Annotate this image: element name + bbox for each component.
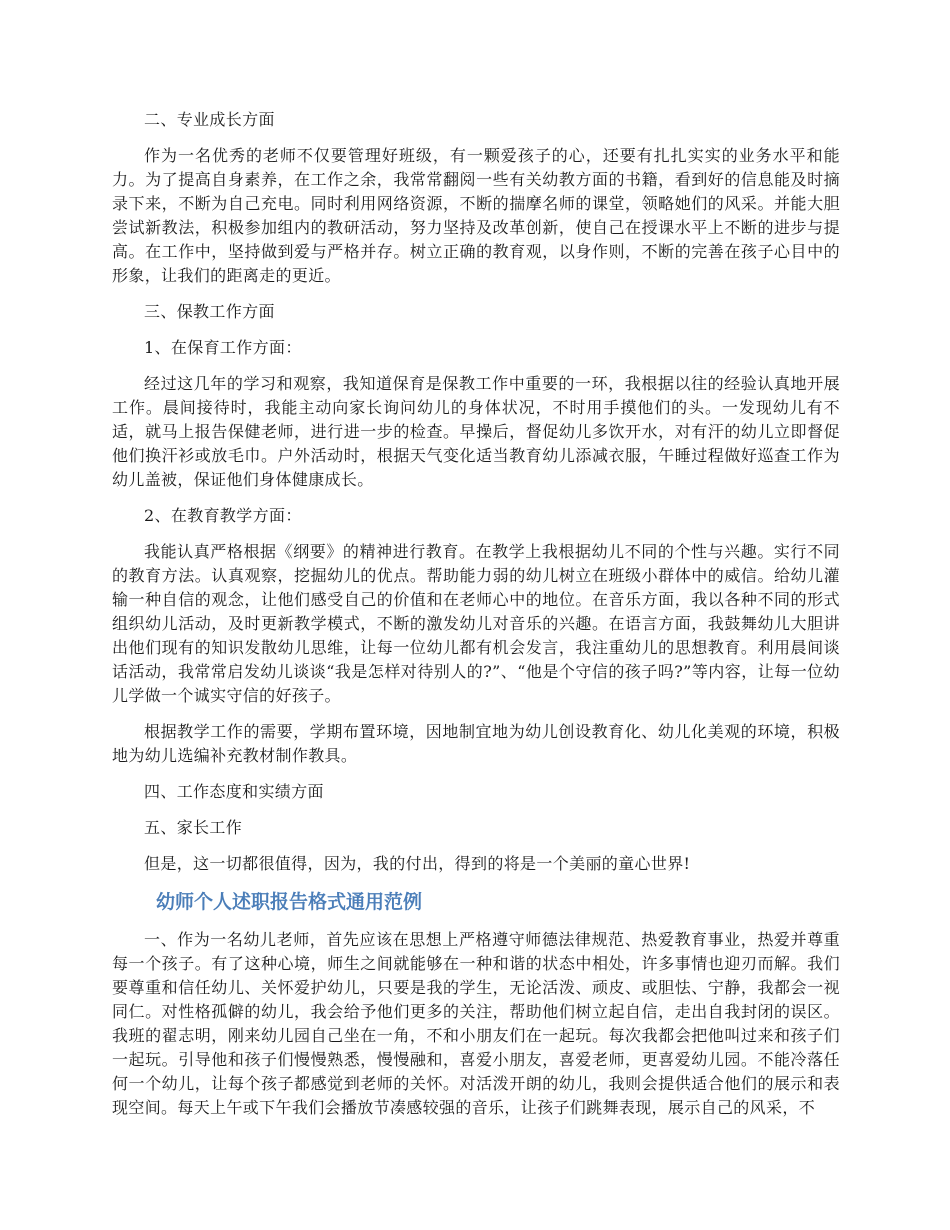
subheading-care-work: 1、在保育工作方面： [144, 338, 302, 357]
subheading-teaching: 2、在教育教学方面： [144, 506, 302, 525]
section-heading-professional-growth: 二、专业成长方面 [144, 110, 275, 129]
paragraph-care-work: 经过这几年的学习和观察，我知道保育是保教工作中重要的一环，我根据以往的经验认真地开展工作。晨间接待时，我能主动向家长询问幼儿的身体状况，不时用手摸他们的头。一发现幼儿有不适，就马上报告保健老师，进行进一步的检查。早操后，督促幼儿多饮开水，对有汗的幼儿立即督促他们换汗衫或放毛巾。户外活动时，根据天气变化适当教育幼儿添减衣服，午睡过程做好巡查工作为幼儿盖被，保证他们身体健康成长。 [112, 374, 840, 489]
article-title: 幼师个人述职报告格式通用范例 [156, 891, 423, 913]
paragraph-professional-growth: 作为一名优秀的老师不仅要管理好班级，有一颗爱孩子的心，还要有扎扎实实的业务水平和能力。为了提高自身素养，在工作之余，我常常翻阅一些有关幼教方面的书籍，看到好的信息能及时摘录下来，不断为自己充电。同时利用网络资源，不断的揣摩名师的课堂，领略她们的风采。并能大胆尝试新教法，积极参加组内的教研活动，努力坚持及改革创新，使自己在授课水平上不断的进步与提高。在工作中，坚持做到爱与严格并存。树立正确的教育观，以身作则，不断的完善在孩子心目中的形象，让我们的距离走的更近。 [112, 146, 840, 285]
paragraph-ethics: 一、作为一名幼儿老师，首先应该在思想上严格遵守师德法律规范、热爱教育事业，热爱并尊重每一个孩子。有了这种心境，师生之间就能够在一种和谐的状态中相处，许多事情也迎刃而解。我们要尊重和信任幼儿、关怀爱护幼儿，只要是我的学生，无论活泼、顽皮、或胆怯、宁静，我都会一视同仁。对性格孤僻的幼儿，我会给予他们更多的关注，帮助他们树立起自信，走出自我封闭的误区。我班的翟志明，刚来幼儿园自己坐在一角，不和小朋友们在一起玩。每次我都会把他叫过来和孩子们一起玩。引导他和孩子们慢慢熟悉，慢慢融和，喜爱小朋友，喜爱老师，更喜爱幼儿园。不能冷落任何一个幼儿，让每个孩子都感觉到老师的关怀。对活泼开朗的幼儿，我则会提供适合他们的展示和表现空间。每天上午或下午我们会播放节凑感较强的音乐，让孩子们跳舞表现，展示自己的风采，不 [112, 930, 840, 1117]
document-page [112, 108, 840, 1132]
section-heading-parents: 五、家长工作 [144, 818, 243, 837]
section-heading-attitude: 四、工作态度和实绩方面 [144, 782, 324, 801]
paragraph-environment: 根据教学工作的需要，学期布置环境，因地制宜地为幼儿创设教育化、幼儿化美观的环境，积极地为幼儿选编补充教材制作教具。 [112, 722, 840, 765]
paragraph-teaching: 我能认真严格根据《纲要》的精神进行教育。在教学上我根据幼儿不同的个性与兴趣。实行不同的教育方法。认真观察，挖掘幼儿的优点。帮助能力弱的幼儿树立在班级小群体中的威信。给幼儿灌输一种自信的观念，让他们感受自己的价值和在老师心中的地位。在音乐方面，我以各种不同的形式组织幼儿活动，及时更新教学模式，不断的激发幼儿对音乐的兴趣。在语言方面，我鼓舞幼儿大胆讲出他们现有的知识发散幼儿思维，让每一位幼儿都有机会发言，我注重幼儿的思想教育。利用晨间谈话活动，我常常启发幼儿谈谈“我是怎样对待别人的?”、“他是个守信的孩子吗?”等内容，让每一位幼儿学做一个诚实守信的好孩子。 [112, 542, 840, 705]
paragraph-conclusion: 但是，这一切都很值得，因为，我的付出，得到的将是一个美丽的童心世界! [144, 854, 691, 873]
section-heading-care-education: 三、保教工作方面 [144, 302, 275, 321]
